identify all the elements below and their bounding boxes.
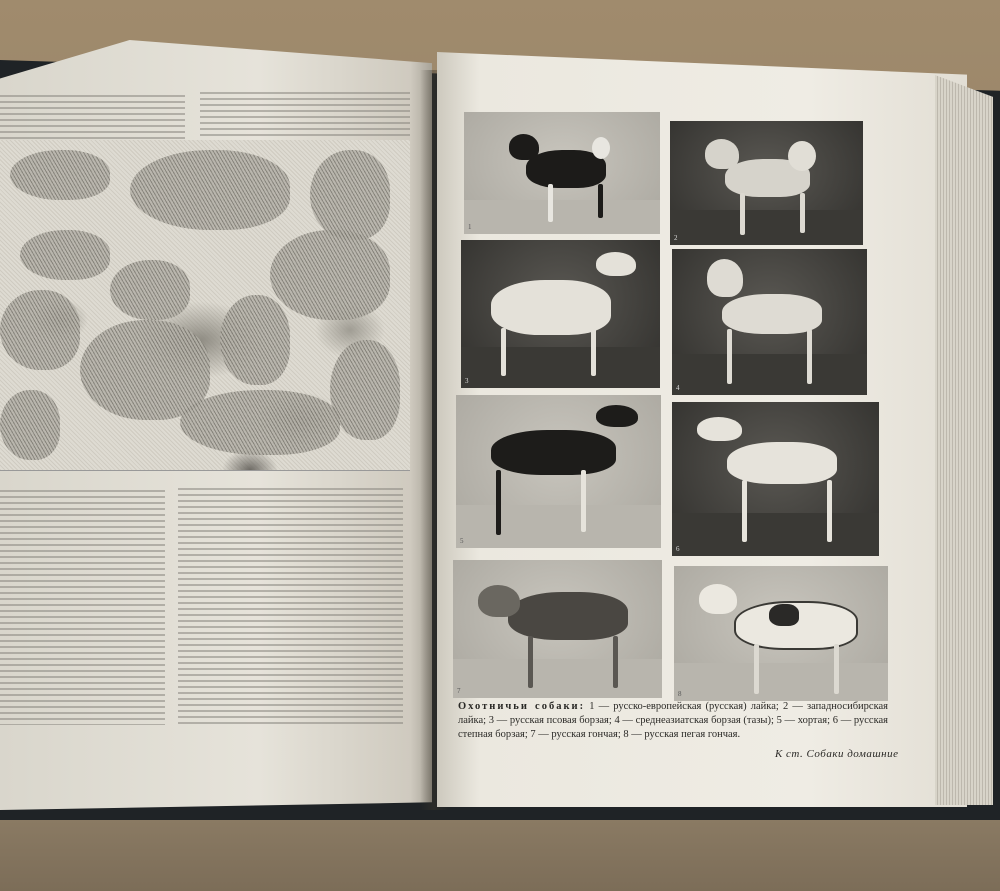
engraving-animal xyxy=(310,150,390,240)
engraving-animal xyxy=(0,290,80,370)
engraving-animal xyxy=(270,230,390,320)
plate-reference: К ст. Собаки домашние xyxy=(775,748,899,760)
dog-photo-6: 6 xyxy=(672,402,879,556)
left-text-block-top-2 xyxy=(200,92,410,140)
dog-photo-7: 7 xyxy=(453,560,662,698)
caption-title: Охотничьи собаки: xyxy=(458,701,586,712)
engraving-animal xyxy=(220,295,290,385)
caption-body: 1 — русско-европейская (русская) лайка; 2 — западносибирская лайка; 3 — русская псовая борзая; 4 — среднеазиатская борзая (тазы); 5 — хортая; 6 — русская степная борзая; 7 — русская гончая; 8 — русская пегая гончая. xyxy=(458,701,889,740)
plate-caption xyxy=(458,700,888,742)
dog-photo-4: 4 xyxy=(672,249,867,395)
table-surface xyxy=(0,820,1000,891)
dog-photo-2: 2 xyxy=(670,121,863,245)
engraving-animal xyxy=(10,150,110,200)
engraving-animal xyxy=(20,230,110,280)
page-edges xyxy=(935,75,993,805)
engraving-animal xyxy=(0,390,60,460)
dog-photo-8: 8 xyxy=(674,566,888,701)
left-text-column-2 xyxy=(178,488,403,728)
engraving-animal xyxy=(130,150,290,230)
wild-canids-engraving xyxy=(0,140,410,471)
engraving-animal xyxy=(330,340,400,440)
engraving-animal xyxy=(110,260,190,320)
left-text-column-1 xyxy=(0,490,165,725)
dog-photo-5: 5 xyxy=(456,395,661,548)
left-text-block-top-1 xyxy=(0,95,185,140)
engraving-animal xyxy=(180,390,340,455)
dog-photo-3: 3 xyxy=(461,240,660,388)
dog-photo-1: 1 xyxy=(464,112,660,234)
